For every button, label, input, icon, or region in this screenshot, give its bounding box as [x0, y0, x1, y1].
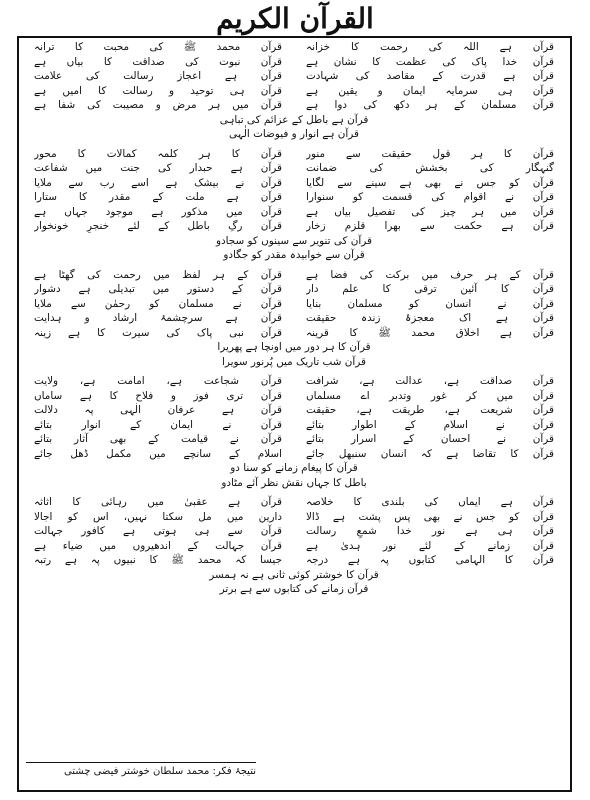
couplet — [34, 98, 554, 113]
couplet — [34, 69, 554, 84]
misra-first: قرآن ہے اک معجزۂ زندہ حقیقت — [306, 312, 554, 324]
misra-second: قرآن جہالت کے اندھیروں میں ضیاء ہے — [34, 539, 282, 552]
misra-second: قرآن تری فوز و فلاح کا ہے ساماں — [34, 389, 282, 402]
misra-second: قرآن کے دستور میں تبدیلی ہے دشوار — [34, 283, 282, 295]
couplet — [34, 389, 554, 404]
misra-second: دارین میں مل سکتا نہیں، اس کو اجالا — [34, 510, 282, 523]
misra-first: قرآن کا الہامی کتابوں پہ ہے درجہ — [306, 554, 554, 566]
refrain-line: قرآن ہے باطل کے عزائم کی تباہی — [219, 113, 369, 126]
couplet — [34, 524, 554, 539]
refrain-line: قرآن کا پیغام زمانے کو سنا دو — [230, 462, 358, 474]
refrain-line: قرآن ہے انوار و فیوضات الٰہی — [228, 128, 360, 140]
refrain-line: قرآن کا خوشتر کوئی ثانی ہے نہ ہمسر — [209, 568, 379, 581]
misra-first: قرآن میں ہر چیز کی تفصیل بیاں ہے — [306, 205, 554, 218]
misra-first: قرآن ہے اخلاق محمد ﷺ کا قرینہ — [306, 326, 554, 339]
couplet — [34, 84, 554, 99]
misra-first: قرآن کے ہر حرف میں برکت کی فضا ہے — [306, 268, 554, 281]
misra-first: قرآن نے انسان کو مسلمان بنایا — [306, 297, 554, 310]
misra-first: قرآن کا ہر قول حقیقت سے منور — [306, 147, 554, 160]
misra-first: قرآن ہے اللہ کی رحمت کا خزانہ — [306, 41, 554, 53]
couplet — [34, 268, 554, 283]
misra-first: قرآن میں کر غور وتدبر اے مسلماں — [306, 389, 554, 402]
couplet — [34, 418, 554, 433]
misra-second: قرآن کے ہر لفظ میں رحمت کی گھٹا ہے — [34, 268, 282, 281]
misra-second: قرآن محمد ﷺ کی محبت کا ترانہ — [34, 41, 282, 53]
couplet — [34, 432, 554, 447]
misra-first: قرآن ہے ایماں کی بلندی کا خلاصہ — [306, 496, 554, 508]
couplet — [34, 176, 554, 191]
misra-second: جیسا کہ محمد ﷺ کا نبیوں پہ ہے رتبہ — [34, 554, 282, 566]
misra-second: قرآن نبوت کی صداقت کا بیاں ہے — [34, 55, 282, 68]
misra-first: قرآن خدا پاک کی عظمت کا نشان ہے — [306, 55, 554, 68]
couplet — [34, 495, 554, 510]
refrain-line: باطل کا جہاں نقش نظر آئے مٹادو — [221, 476, 367, 489]
misra-first: قرآن کو جس نے بھی پس پشت ہے ڈالا — [306, 510, 554, 523]
misra-first: قرآن ہی ہے نور خدا شمعِ رسالت — [306, 525, 554, 537]
misra-second: قرآن کا ہر کلمہ کمالات کا محور — [34, 147, 282, 160]
misra-second: قرآن میں مذکور ہے موجود جہاں ہے — [34, 205, 282, 218]
couplet — [34, 40, 554, 55]
refrain-line: قرآن کا ہر دور میں اونچا ہے پھریرا — [217, 341, 371, 353]
misra-second: قرآن ہے ملت کے مقدر کا ستارا — [34, 191, 282, 203]
couplet — [34, 374, 554, 389]
misra-second: قرآن نے مسلمان کو رحمٰن سے ملایا — [34, 297, 282, 310]
misra-first: قرآن نے اقوام کی قسمت کو سنوارا — [306, 191, 554, 203]
refrain-line: قرآن سے خوابیدہ مقدر کو جگادو — [223, 249, 365, 261]
misra-second: قرآن نے ایمان کے انوار بتائے — [34, 418, 282, 431]
couplet — [34, 297, 554, 312]
misra-second: قرآن سے ہی ہوتی ہے کافور جہالت — [34, 525, 282, 537]
refrain-line: قرآن زمانے کی کتابوں سے ہے برتر — [219, 583, 369, 595]
misra-first: قرآن نے اسلام کے اطوار بتائے — [306, 418, 554, 431]
misra-first: قرآن صداقت ہے، عدالت ہے، شرافت — [306, 375, 554, 387]
couplet — [34, 219, 554, 234]
refrain-line: قرآن شب تاریک میں پُرنور سویرا — [221, 355, 366, 368]
misra-first: قرآن ہی سرمایہ ایمان و یقین ہے — [306, 84, 554, 97]
misra-first: قرآن ہے قدرت کے مقاصد کی شہادت — [306, 70, 554, 82]
misra-second: قرآن شجاعت ہے، امامت ہے، ولایت — [34, 375, 282, 387]
couplet — [34, 311, 554, 326]
misra-first: گنہگار کی بخشش کی ضمانت — [306, 162, 554, 174]
misra-first: قرآن کا تقاضا ہے کہ انسان سنبھل جائے — [306, 447, 554, 460]
misra-first: قرآن مسلمان کے ہر دکھ کی دوا ہے — [306, 99, 554, 111]
couplet — [34, 190, 554, 205]
couplet — [34, 553, 554, 568]
couplet — [34, 403, 554, 418]
refrain-line: قرآن کی تنویر سے سینوں کو سجادو — [216, 234, 372, 247]
misra-first: قرآن ہے حکمت سے بھرا قلزم زخار — [306, 220, 554, 232]
misra-second: قرآن ہے اعجاز رسالت کی علامت — [34, 70, 282, 82]
misra-first: قرآن نے احسان کے اسرار بتائے — [306, 433, 554, 445]
misra-first: قرآن کو جس نے بھی ہے سینے سے لگایا — [306, 176, 554, 189]
misra-second: قرآن رگِ باطل کے لئے خنجرِ خونخوار — [34, 220, 282, 232]
misra-second: قرآن ہی توحید و رسالت کا امیں ہے — [34, 84, 282, 97]
couplet — [34, 161, 554, 176]
couplet — [34, 447, 554, 462]
misra-second: قرآن ہے عقبیٰ میں رہائی کا اثاثہ — [34, 496, 282, 508]
misra-second: قرآن نبی پاک کی سیرت کا ہے زینہ — [34, 326, 282, 339]
misra-second: قرآن ہے حبدار کی جنت میں شفاعت — [34, 162, 282, 174]
misra-second: قرآن ہے عرفان الٰہی پہ دلالت — [34, 404, 282, 416]
poem — [34, 40, 554, 597]
misra-first: قرآن کا آئین ترقی کا علم دار — [306, 283, 554, 295]
misra-first: قرآن زمانے کے لئے نور ہدیٰ ہے — [306, 539, 554, 552]
couplet — [34, 55, 554, 70]
couplet — [34, 326, 554, 341]
page-title: القرآن الکریم — [216, 2, 374, 35]
couplet — [34, 205, 554, 220]
misra-first: قرآن شریعت ہے، طریقت ہے، حقیقت — [306, 404, 554, 416]
misra-second: قرآن نے بیشک ہے اسے رب سے ملایا — [34, 176, 282, 189]
author-signature: نتیجۂ فکر: محمد سلطان خوشتر فیضی چشتی — [26, 762, 256, 777]
misra-second: قرآن نے قیامت کے بھی آثار بتائے — [34, 433, 282, 445]
misra-second: اسلام کے سانچے میں مکمل ڈھل جائے — [34, 447, 282, 460]
couplet — [34, 147, 554, 162]
couplet — [34, 282, 554, 297]
couplet — [34, 510, 554, 525]
misra-second: قرآن میں ہر مرض و مصیبت کی شفا ہے — [34, 99, 282, 111]
couplet — [34, 539, 554, 554]
misra-second: قرآن ہے سرچشمۂ ارشاد و ہدایت — [34, 312, 282, 324]
